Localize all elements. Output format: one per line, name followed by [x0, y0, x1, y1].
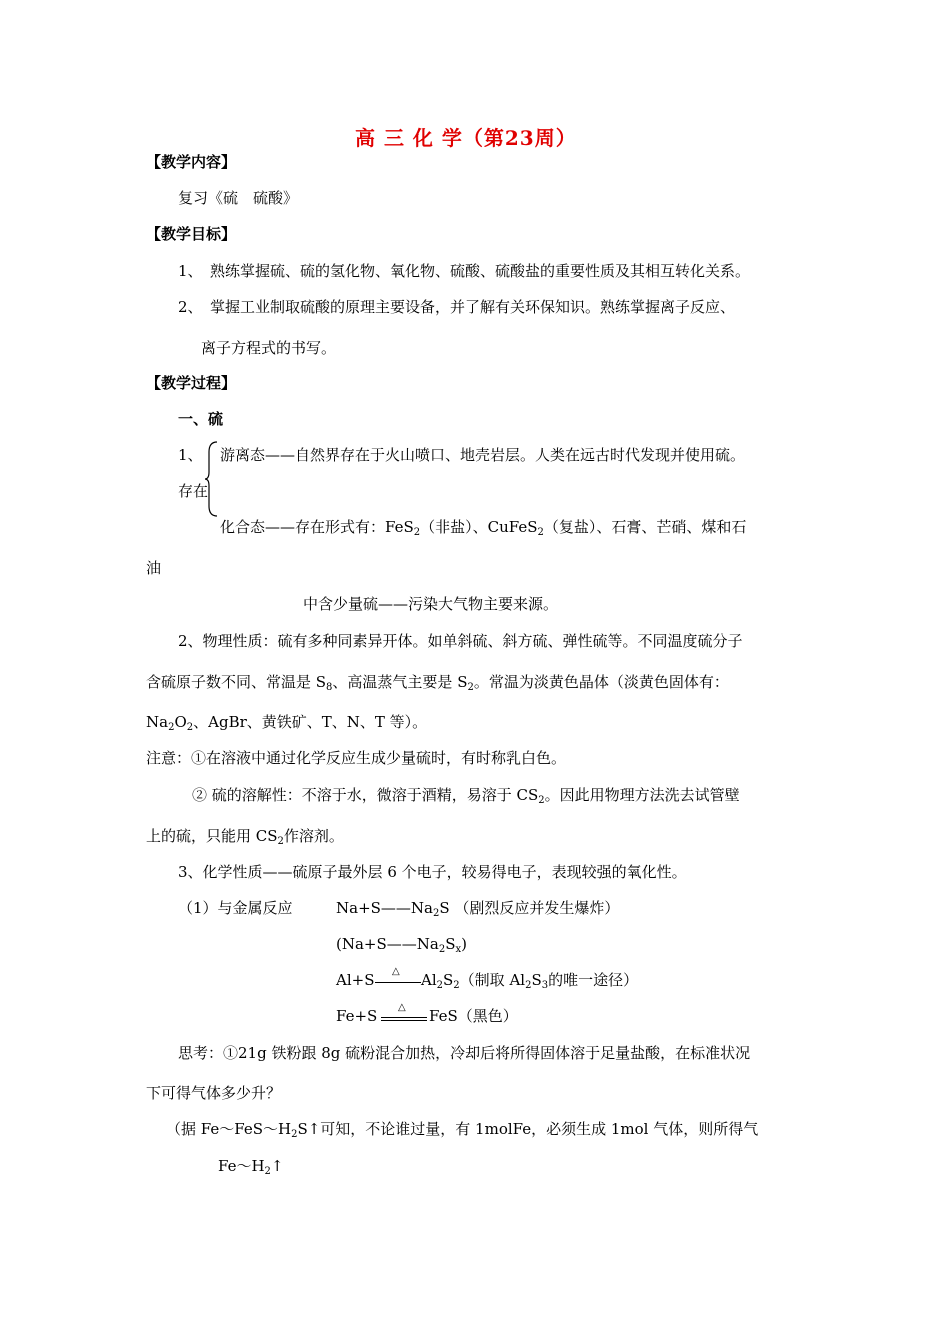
note-2: ② 硫的溶解性：不溶于水，微溶于酒精，易溶于 $CS_2$。因此用物理方法洗去试管壁	[192, 786, 740, 806]
curly-brace	[205, 440, 219, 518]
chemical-heading: 3、化学性质——硫原子最外层 6 个电子，较易得电子，表现较强的氧化性。	[178, 863, 687, 881]
physical-line-3: $Na_2O_2$、AgBr、黄铁矿、T、N、T 等）。	[146, 713, 428, 733]
goal-item-1: 1、 熟练掌握硫、硫的氢化物、氧化物、硫酸、硫酸盐的重要性质及其相互转化关系。	[178, 262, 751, 280]
physical-line-2: 含硫原子数不同、常温是 $S_8$、高温蒸气主要是 $S_2$。常温为淡黄色晶体（淡黄色固体有：	[146, 673, 729, 693]
heat-arrow-al	[375, 966, 421, 988]
reaction-line	[381, 1020, 427, 1021]
combined-state-text: 化合态——存在形式有：FeS$_2$（非盐）、CuFeS$_2$（复盐）、石膏、芒硝、煤和石	[220, 518, 747, 538]
metal-reaction-label: （1）与金属反应	[178, 899, 293, 917]
reaction-line	[375, 982, 421, 983]
goal-item-2-cont: 离子方程式的书写。	[201, 339, 337, 357]
think-line-1: 思考：①21g 铁粉跟 8g 硫粉混合加热，冷却后将所得固体溶于足量盐酸，在标准状况	[178, 1044, 751, 1062]
combined-state-wrap: 油	[146, 559, 162, 577]
physical-line-1: 2、物理性质：硫有多种同素异开体。如单斜硫、斜方硫、弹性硫等。不同温度硫分子	[178, 632, 743, 650]
free-state-text: 游离态——自然界存在于火山喷口、地壳岩层。人类在远古时代发现并使用硫。	[220, 446, 746, 464]
reaction-line	[381, 1017, 427, 1018]
reaction-na-s: $Na+S——Na_2S$ （剧烈反应并发生爆炸）	[336, 899, 620, 919]
think-line-4: $Fe\sim H_2↑$	[218, 1157, 284, 1177]
reaction-fe-s-products: FeS（黑色）	[429, 1007, 518, 1025]
reaction-al-s-products: $Al_2S_2$（制取 $Al_2S_3$的唯一途径）	[421, 971, 639, 991]
section-heading-goals: 【教学目标】	[146, 225, 237, 243]
heat-arrow-fe	[381, 1002, 427, 1024]
section-heading-content: 【教学内容】	[146, 153, 237, 171]
reaction-na-sx: $(Na+S——Na_2S_x)$	[336, 935, 467, 955]
section-heading-process: 【教学过程】	[146, 374, 237, 392]
think-line-2: 下可得气体多少升？	[146, 1084, 282, 1102]
page-title: 高 三 化 学（第23周）	[355, 126, 577, 150]
reaction-fe-s-reactants: Fe+S	[336, 1007, 378, 1025]
existence-number: 1、	[178, 446, 203, 464]
note-2-cont: 上的硫，只能用 $CS_2$作溶剂。	[146, 827, 344, 847]
goal-item-2: 2、 掌握工业制取硫酸的原理主要设备，并了解有关环保知识。熟练掌握离子反应、	[178, 298, 736, 316]
note-1: 注意：①在溶液中通过化学反应生成少量硫时，有时称乳白色。	[146, 749, 567, 767]
delta-icon: △	[392, 966, 400, 977]
reaction-al-s-reactants: Al+S	[336, 971, 375, 989]
content-text: 复习《硫 硫酸》	[178, 189, 299, 207]
combined-state-tail: 中含少量硫——污染大气物主要来源。	[303, 595, 559, 613]
delta-icon: △	[398, 1002, 406, 1013]
subsection-sulfur: 一、硫	[178, 410, 224, 428]
existence-label: 存在	[178, 482, 209, 500]
think-line-3: （据 $Fe\sim FeS\sim H_2S↑$可知，不论谁过量，有 1molFe，必须生成 1mol 气体，则所得气	[166, 1120, 759, 1140]
